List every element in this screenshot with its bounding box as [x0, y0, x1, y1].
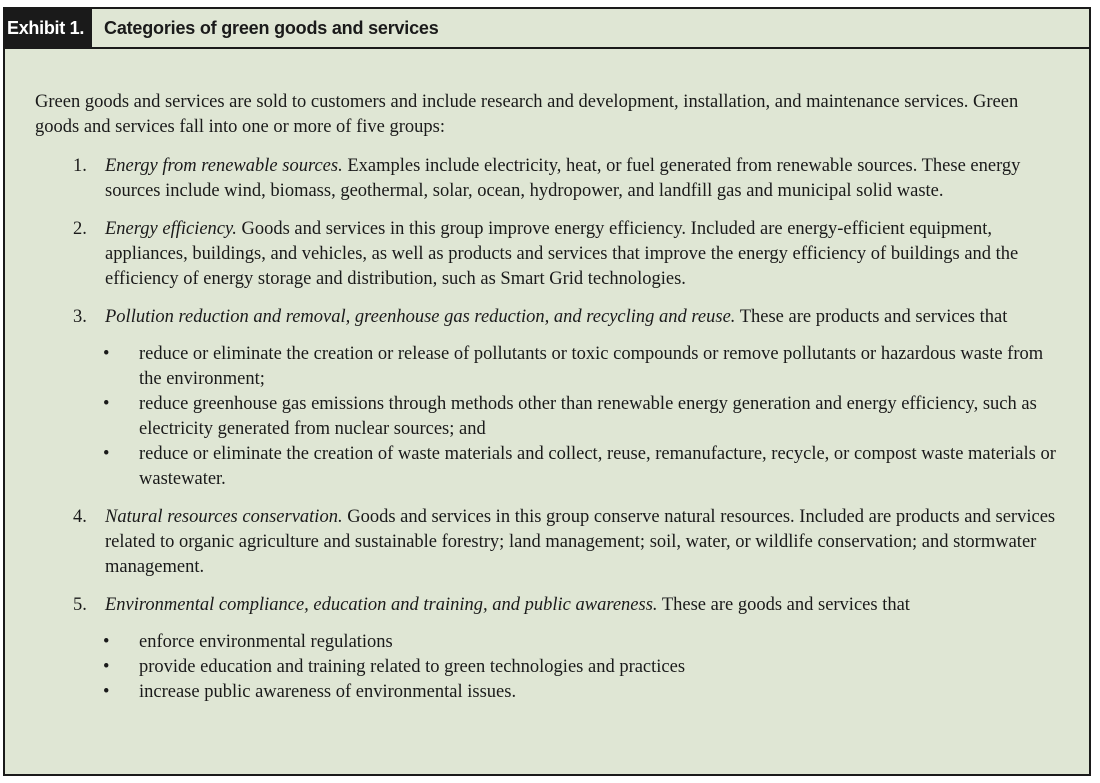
- list-lead: Energy from renewable sources.: [105, 156, 343, 176]
- exhibit-tag: Exhibit 1.: [5, 9, 92, 47]
- list-body: [105, 154, 1061, 204]
- list-item-1: [35, 154, 1061, 204]
- list-lead: Environmental compliance, education and training, and public awareness.: [105, 595, 658, 615]
- list-lead: Energy efficiency.: [105, 219, 237, 239]
- list-lead: Natural resources conservation.: [105, 507, 343, 527]
- list-number: 1.: [73, 156, 87, 176]
- exhibit-title: Categories of green goods and services: [104, 17, 439, 38]
- bullet-text: enforce environmental regulations: [139, 632, 393, 652]
- bullet-dot: •: [103, 394, 110, 414]
- exhibit-box: [3, 7, 1091, 776]
- list-item-2: [35, 217, 1061, 292]
- bullet-text: increase public awareness of environmental issues.: [139, 682, 517, 702]
- list-text: These are products and services that: [735, 307, 1008, 327]
- list-lead: Pollution reduction and removal, greenhouse gas reduction, and recycling and reuse.: [105, 307, 736, 327]
- bullet-item: [35, 392, 1061, 442]
- bullet-dot: •: [103, 344, 110, 364]
- bullet-dot: •: [103, 444, 110, 464]
- exhibit-content: [5, 90, 1089, 705]
- bullet-text: reduce or eliminate the creation of waste materials and collect, reuse, remanufacture, recycle, or compost waste materials or wastewater.: [139, 444, 1056, 489]
- bullet-item: [35, 630, 1061, 655]
- bullet-item: [35, 680, 1061, 705]
- list-number: 5.: [73, 595, 87, 615]
- bullet-dot: •: [103, 632, 110, 652]
- list-text: Goods and services in this group conserve natural resources. Included are products and services related to organic agriculture and sustainable forestry; land management; soil, water, or wildlife conservation; and stormwater management.: [105, 507, 1056, 577]
- bullet-list-5: [35, 630, 1061, 705]
- bullet-dot: •: [103, 682, 110, 702]
- list-number: 2.: [73, 219, 87, 239]
- list-text: Examples include electricity, heat, or fuel generated from renewable sources. These energy sources include wind, biomass, geothermal, solar, ocean, hydropower, and landfill gas and municipal solid waste.: [105, 156, 1021, 201]
- bullet-text: reduce greenhouse gas emissions through methods other than renewable energy generation and energy efficiency, such as electricity generated from nuclear sources; and: [139, 394, 1037, 439]
- list-item-3: [35, 305, 1061, 330]
- list-body: [105, 217, 1061, 292]
- bullet-dot: •: [103, 657, 110, 677]
- list-body: [105, 305, 1061, 330]
- list-number: 4.: [73, 507, 87, 527]
- bullet-item: [35, 442, 1061, 492]
- list-body: [105, 593, 1061, 618]
- intro-paragraph: Green goods and services are sold to customers and include research and development, installation, and maintenance services. Green goods and services fall into one or more of five groups:: [35, 92, 1019, 137]
- list-item-4: [35, 505, 1061, 580]
- bullet-item: [35, 342, 1061, 392]
- exhibit-header: [5, 9, 1089, 49]
- list-body: [105, 505, 1061, 580]
- list-text: Goods and services in this group improve energy efficiency. Included are energy-efficient equipment, appliances, buildings, and vehicles, as well as products and services that improve the energy efficiency of buildings and the efficiency of energy storage and distribution, such as Smart Grid technologies.: [105, 219, 1019, 289]
- bullet-list-3: [35, 342, 1061, 492]
- bullet-text: reduce or eliminate the creation or release of pollutants or toxic compounds or remove pollutants or hazardous waste from the environment;: [139, 344, 1044, 389]
- bullet-text: provide education and training related to green technologies and practices: [139, 657, 686, 677]
- list-text: These are goods and services that: [657, 595, 910, 615]
- bullet-item: [35, 655, 1061, 680]
- list-item-5: [35, 593, 1061, 618]
- list-number: 3.: [73, 307, 87, 327]
